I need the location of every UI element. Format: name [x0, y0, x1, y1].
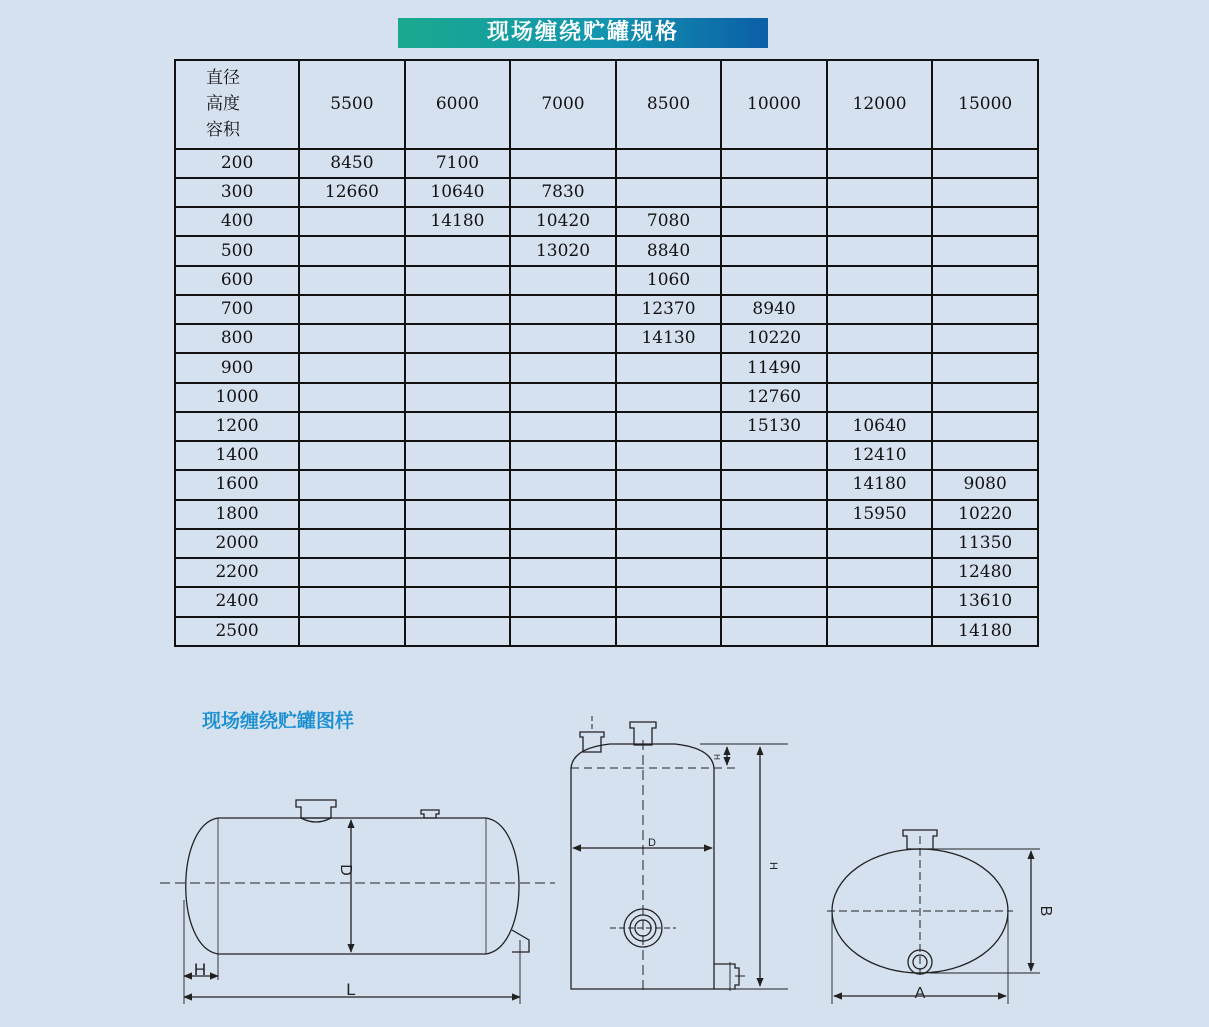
row-label: 2500	[175, 617, 299, 647]
column-header: 6000	[405, 60, 511, 149]
column-header: 5500	[299, 60, 405, 149]
horizontal-dim-l-label: L	[346, 980, 356, 999]
corner-label: 容积	[206, 120, 240, 141]
table-cell: 13020	[510, 236, 616, 265]
column-header: 8500	[616, 60, 722, 149]
row-label: 1000	[175, 383, 299, 412]
table-cell: 12660	[299, 178, 405, 207]
table-cell: 11490	[721, 353, 827, 382]
table-cell: 8840	[616, 236, 722, 265]
table-cell: 12760	[721, 383, 827, 412]
column-header: 10000	[721, 60, 827, 149]
table-cell: 14130	[616, 324, 722, 353]
table-cell: 11350	[932, 529, 1038, 558]
table-cell: 7080	[616, 207, 722, 236]
table-cell: 10640	[827, 412, 933, 441]
horizontal-tank-diagram	[160, 800, 555, 1004]
row-label: 1400	[175, 441, 299, 470]
horizontal-dim-d-label: D	[337, 864, 354, 876]
table-cell: 8450	[299, 149, 405, 178]
table-cell: 14180	[827, 470, 933, 499]
table-cell: 14180	[405, 207, 511, 236]
table-cell: 10220	[932, 500, 1038, 529]
vertical-dim-h-label: H	[767, 862, 779, 870]
table-cell: 7830	[510, 178, 616, 207]
oval-dim-b-label: B	[1037, 905, 1054, 917]
table-cell: 10420	[510, 207, 616, 236]
column-header: 12000	[827, 60, 933, 149]
row-label: 800	[175, 324, 299, 353]
table-cell: 1060	[616, 266, 722, 295]
table-cell: 13610	[932, 587, 1038, 616]
horizontal-dim-h-label: H	[193, 960, 207, 979]
corner-label: 直径	[206, 68, 240, 89]
table-cell: 7100	[405, 149, 511, 178]
row-label: 200	[175, 149, 299, 178]
page-title: 现场缠绕贮罐规格	[398, 18, 768, 48]
table-cell: 10640	[405, 178, 511, 207]
row-label: 500	[175, 236, 299, 265]
column-header: 7000	[510, 60, 616, 149]
table-cell: 15130	[721, 412, 827, 441]
vertical-dim-top-label: H	[712, 754, 721, 760]
table-cell: 10220	[721, 324, 827, 353]
row-label: 300	[175, 178, 299, 207]
row-label: 1200	[175, 412, 299, 441]
row-label: 700	[175, 295, 299, 324]
corner-label: 高度	[206, 94, 240, 115]
row-label: 2200	[175, 558, 299, 587]
oval-tank-diagram	[827, 830, 1040, 1004]
table-cell: 15950	[827, 500, 933, 529]
diagram-subtitle: 现场缠绕贮罐图样	[202, 710, 355, 732]
vertical-tank-diagram	[571, 716, 788, 995]
column-header: 15000	[932, 60, 1038, 149]
row-label: 400	[175, 207, 299, 236]
row-label: 1600	[175, 470, 299, 499]
row-label: 1800	[175, 500, 299, 529]
table-cell: 12410	[827, 441, 933, 470]
table-cell: 8940	[721, 295, 827, 324]
table-cell: 9080	[932, 470, 1038, 499]
row-label: 2000	[175, 529, 299, 558]
row-label: 900	[175, 353, 299, 382]
oval-dim-a-label: A	[914, 985, 926, 1002]
table-cell: 12370	[616, 295, 722, 324]
table-cell: 12480	[932, 558, 1038, 587]
table-cell: 14180	[932, 617, 1038, 647]
row-label: 2400	[175, 587, 299, 616]
row-label: 600	[175, 266, 299, 295]
vertical-dim-d-label: D	[648, 837, 656, 849]
